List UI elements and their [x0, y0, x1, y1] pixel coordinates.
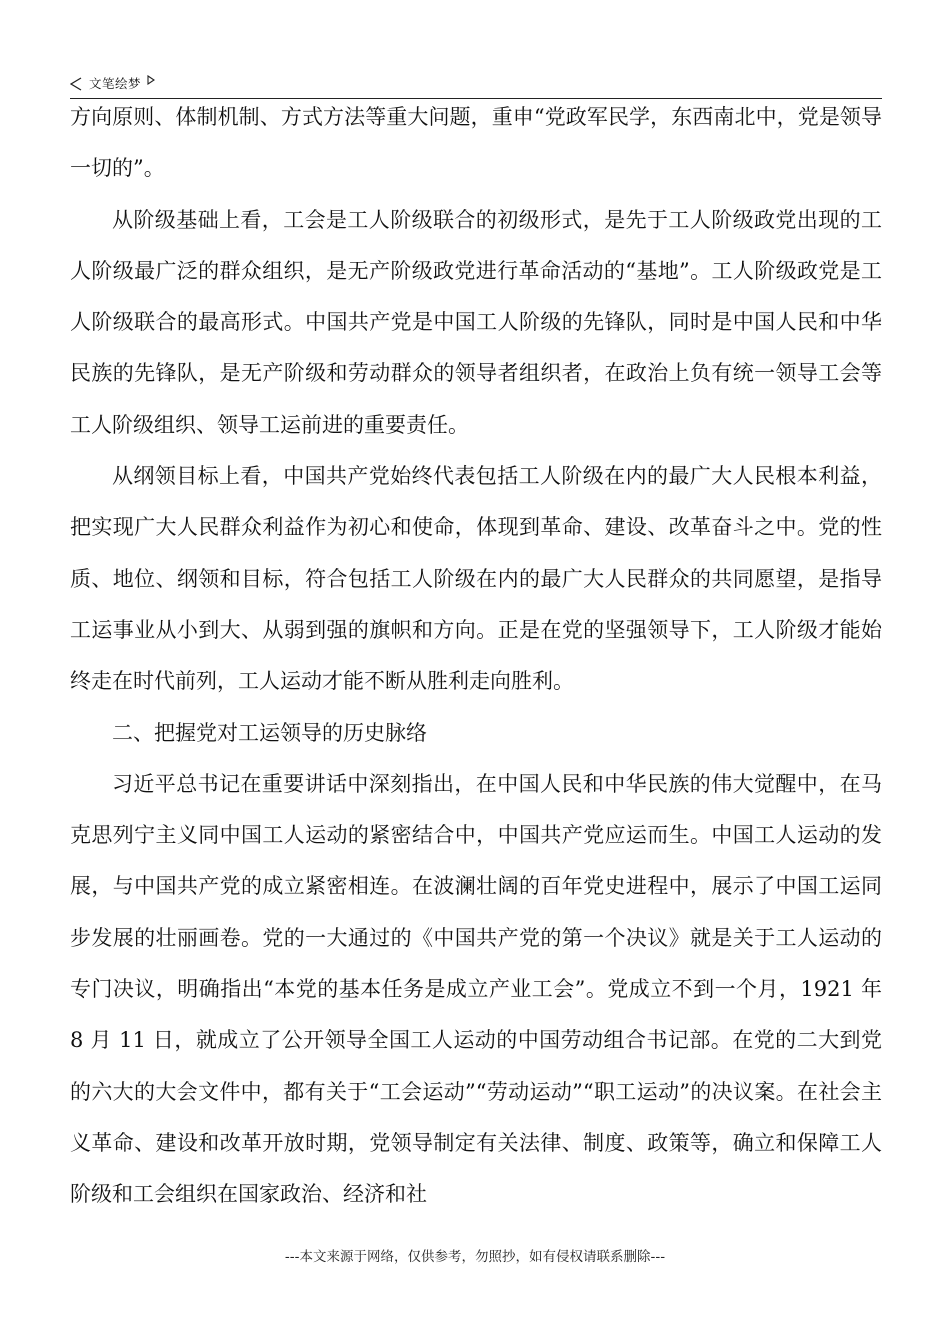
- triangle-left-icon: [70, 77, 82, 91]
- page-footer: ---本文来源于网络，仅供参考，勿照抄，如有侵权请联系删除---: [284, 1249, 666, 1265]
- header-brand: 文笔绘梦: [89, 76, 142, 91]
- paragraph: 从阶级基础上看，工会是工人阶级联合的初级形式，是先于工人阶级政党出现的工人阶级最广泛的群众组织，是无产阶级政党进行革命活动的“基地”。工人阶级政党是工人阶级联合的最高形式。中国共产党是中国工人阶级的先锋队，同时是中国人民和中华民族的先锋队，是无产阶级和劳动群众的领导者组织者，在政治上负有统一领导工会等工人阶级组织、领导工运前进的重要责任。: [70, 207, 882, 437]
- section-heading: 二、把握党对工运领导的历史脉络: [112, 720, 427, 745]
- paragraph: 方向原则、体制机制、方式方法等重大问题，重申“党政军民学，东西南北中，党是领导一切的”。: [70, 105, 882, 181]
- triangle-right-icon: [147, 75, 155, 85]
- paragraph: 习近平总书记在重要讲话中深刻指出，在中国人民和中华民族的伟大觉醒中，在马克思列宁主义同中国工人运动的紧密结合中，中国共产党应运而生。中国工人运动的发展，与中国共产党的成立紧密相连。在波澜壮阔的百年党史进程中，展示了中国工运同步发展的壮丽画卷。党的一大通过的《中国共产党的第一个决议》就是关于工人运动的专门决议，明确指出“本党的基本任务是成立产业工会”。党成立不到一个月，1921 年 8 月 11 日，就成立了公开领导全国工人运动的中国劳动组合书记部。在党的二大到党的六大的大会文件中，都有关于“工会运动”“劳动运动”“职工运动”的决议案。在社会主义革命、建设和改革开放时期，党领导制定有关法律、制度、政策等，确立和保障工人阶级和工会组织在国家政治、经济和社: [70, 771, 882, 1207]
- document-body: [70, 92, 882, 1221]
- paragraph: 从纲领目标上看，中国共产党始终代表包括工人阶级在内的最广大人民根本利益，把实现广大人民群众利益作为初心和使命，体现到革命、建设、改革奋斗之中。党的性质、地位、纲领和目标，符合包括工人阶级在内的最广大人民群众的共同愿望，是指导工运事业从小到大、从弱到强的旗帜和方向。正是在党的坚强领导下，工人阶级才能始终走在时代前列，工人运动才能不断从胜利走向胜利。: [70, 464, 882, 694]
